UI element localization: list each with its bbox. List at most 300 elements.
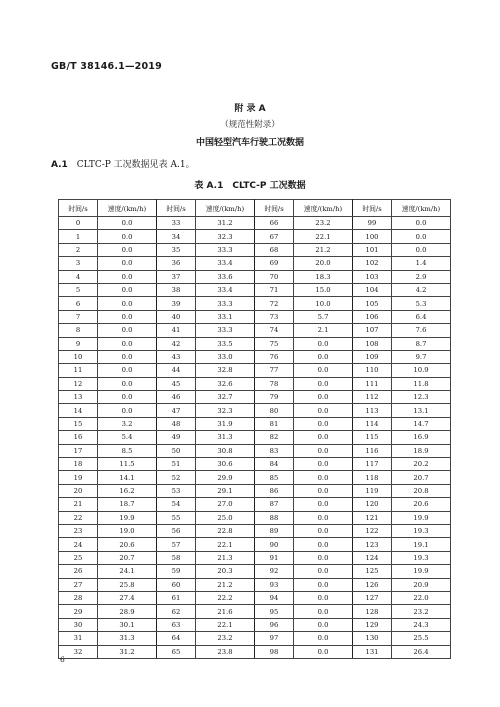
time-cell: 32 (59, 645, 98, 658)
speed-cell: 0.0 (98, 364, 157, 377)
time-cell: 84 (255, 458, 294, 471)
table-row (59, 618, 451, 631)
time-cell: 103 (353, 270, 392, 283)
time-cell: 67 (255, 230, 294, 243)
speed-cell: 33.3 (196, 324, 255, 337)
speed-cell: 0.0 (294, 404, 353, 417)
time-cell: 81 (255, 417, 294, 430)
speed-cell: 32.8 (196, 364, 255, 377)
column-header-time: 时间/s (157, 200, 196, 217)
time-cell: 118 (353, 471, 392, 484)
time-cell: 83 (255, 444, 294, 457)
time-cell: 31 (59, 632, 98, 645)
time-cell: 43 (157, 350, 196, 363)
table-row (59, 257, 451, 270)
time-cell: 21 (59, 498, 98, 511)
speed-cell: 11.5 (98, 458, 157, 471)
time-cell: 104 (353, 283, 392, 296)
speed-cell: 20.2 (392, 458, 451, 471)
table-row (59, 565, 451, 578)
time-cell: 108 (353, 337, 392, 350)
speed-cell: 33.0 (196, 350, 255, 363)
time-cell: 23 (59, 524, 98, 537)
time-cell: 74 (255, 324, 294, 337)
time-cell: 63 (157, 618, 196, 631)
time-cell: 113 (353, 404, 392, 417)
table-row (59, 551, 451, 564)
time-cell: 11 (59, 364, 98, 377)
speed-cell: 21.6 (196, 605, 255, 618)
time-cell: 1 (59, 230, 98, 243)
table-row (59, 498, 451, 511)
speed-cell: 21.3 (196, 551, 255, 564)
speed-cell: 26.4 (392, 645, 451, 658)
time-cell: 125 (353, 565, 392, 578)
speed-cell: 6.4 (392, 310, 451, 323)
time-cell: 54 (157, 498, 196, 511)
time-cell: 73 (255, 310, 294, 323)
speed-cell: 19.1 (392, 538, 451, 551)
time-cell: 13 (59, 391, 98, 404)
time-cell: 47 (157, 404, 196, 417)
table-row (59, 391, 451, 404)
speed-cell: 25.8 (98, 578, 157, 591)
clause-text: CLTC-P 工况数据见表 A.1。 (76, 160, 195, 170)
speed-cell: 0.0 (294, 591, 353, 604)
speed-cell: 33.1 (196, 310, 255, 323)
standard-code: GB/T 38146.1—2019 (51, 61, 162, 72)
speed-cell: 31.3 (98, 632, 157, 645)
table-row (59, 337, 451, 350)
time-cell: 101 (353, 243, 392, 256)
table-row (59, 350, 451, 363)
time-cell: 98 (255, 645, 294, 658)
table-header-row (59, 200, 451, 217)
speed-cell: 15.0 (294, 283, 353, 296)
speed-cell: 21.2 (294, 243, 353, 256)
time-cell: 126 (353, 578, 392, 591)
time-cell: 34 (157, 230, 196, 243)
speed-cell: 0.0 (294, 431, 353, 444)
table-row (59, 632, 451, 645)
speed-cell: 20.6 (392, 498, 451, 511)
speed-cell: 18.3 (294, 270, 353, 283)
column-header-time: 时间/s (59, 200, 98, 217)
speed-cell: 10.9 (392, 364, 451, 377)
table-row (59, 578, 451, 591)
table-row (59, 431, 451, 444)
speed-cell: 3.2 (98, 417, 157, 430)
speed-cell: 24.3 (392, 618, 451, 631)
time-cell: 7 (59, 310, 98, 323)
time-cell: 25 (59, 551, 98, 564)
speed-cell: 0.0 (294, 578, 353, 591)
time-cell: 119 (353, 484, 392, 497)
time-cell: 70 (255, 270, 294, 283)
speed-cell: 33.5 (196, 337, 255, 350)
speed-cell: 0.0 (294, 391, 353, 404)
speed-cell: 20.0 (294, 257, 353, 270)
speed-cell: 0.0 (98, 350, 157, 363)
speed-cell: 2.1 (294, 324, 353, 337)
time-cell: 131 (353, 645, 392, 658)
speed-cell: 19.3 (392, 524, 451, 537)
time-cell: 111 (353, 377, 392, 390)
time-cell: 30 (59, 618, 98, 631)
time-cell: 35 (157, 243, 196, 256)
speed-cell: 24.1 (98, 565, 157, 578)
time-cell: 53 (157, 484, 196, 497)
time-cell: 22 (59, 511, 98, 524)
time-cell: 48 (157, 417, 196, 430)
time-cell: 60 (157, 578, 196, 591)
table-row (59, 217, 451, 230)
time-cell: 130 (353, 632, 392, 645)
time-cell: 57 (157, 538, 196, 551)
speed-cell: 0.0 (294, 524, 353, 537)
time-cell: 117 (353, 458, 392, 471)
speed-cell: 27.4 (98, 591, 157, 604)
speed-cell: 33.3 (196, 243, 255, 256)
speed-cell: 0.0 (294, 511, 353, 524)
speed-cell: 0.0 (294, 645, 353, 658)
speed-cell: 10.0 (294, 297, 353, 310)
time-cell: 79 (255, 391, 294, 404)
time-cell: 41 (157, 324, 196, 337)
speed-cell: 0.0 (294, 538, 353, 551)
speed-cell: 13.1 (392, 404, 451, 417)
time-cell: 62 (157, 605, 196, 618)
time-cell: 45 (157, 377, 196, 390)
speed-cell: 19.0 (98, 524, 157, 537)
column-header-time: 时间/s (353, 200, 392, 217)
speed-cell: 0.0 (294, 618, 353, 631)
speed-cell: 16.2 (98, 484, 157, 497)
column-header-speed: 速度/(km/h) (392, 200, 451, 217)
table-row (59, 591, 451, 604)
table-row (59, 364, 451, 377)
table-row (59, 324, 451, 337)
speed-cell: 0.0 (294, 632, 353, 645)
speed-cell: 0.0 (98, 404, 157, 417)
table-row (59, 645, 451, 658)
time-cell: 82 (255, 431, 294, 444)
speed-cell: 27.0 (196, 498, 255, 511)
speed-cell: 0.0 (98, 337, 157, 350)
time-cell: 68 (255, 243, 294, 256)
time-cell: 124 (353, 551, 392, 564)
time-cell: 72 (255, 297, 294, 310)
speed-cell: 22.8 (196, 524, 255, 537)
speed-cell: 5.4 (98, 431, 157, 444)
speed-cell: 14.1 (98, 471, 157, 484)
time-cell: 97 (255, 632, 294, 645)
table-row (59, 458, 451, 471)
speed-cell: 22.2 (196, 591, 255, 604)
speed-cell: 0.0 (294, 471, 353, 484)
time-cell: 64 (157, 632, 196, 645)
time-cell: 122 (353, 524, 392, 537)
cltc-p-data-table (58, 199, 451, 659)
table-row (59, 377, 451, 390)
time-cell: 114 (353, 417, 392, 430)
speed-cell: 32.3 (196, 404, 255, 417)
speed-cell: 12.3 (392, 391, 451, 404)
speed-cell: 32.6 (196, 377, 255, 390)
speed-cell: 25.0 (196, 511, 255, 524)
speed-cell: 11.8 (392, 377, 451, 390)
time-cell: 123 (353, 538, 392, 551)
speed-cell: 23.2 (392, 605, 451, 618)
speed-cell: 9.7 (392, 350, 451, 363)
speed-cell: 23.8 (196, 645, 255, 658)
time-cell: 44 (157, 364, 196, 377)
speed-cell: 0.0 (392, 217, 451, 230)
speed-cell: 31.2 (196, 217, 255, 230)
speed-cell: 0.0 (98, 230, 157, 243)
time-cell: 4 (59, 270, 98, 283)
speed-cell: 32.3 (196, 230, 255, 243)
time-cell: 58 (157, 551, 196, 564)
time-cell: 65 (157, 645, 196, 658)
time-cell: 24 (59, 538, 98, 551)
time-cell: 85 (255, 471, 294, 484)
speed-cell: 0.0 (98, 257, 157, 270)
table-row (59, 310, 451, 323)
column-header-speed: 速度/(km/h) (294, 200, 353, 217)
speed-cell: 8.7 (392, 337, 451, 350)
time-cell: 127 (353, 591, 392, 604)
speed-cell: 20.9 (392, 578, 451, 591)
speed-cell: 20.3 (196, 565, 255, 578)
time-cell: 121 (353, 511, 392, 524)
table-row (59, 417, 451, 430)
time-cell: 3 (59, 257, 98, 270)
time-cell: 9 (59, 337, 98, 350)
time-cell: 105 (353, 297, 392, 310)
table-row (59, 270, 451, 283)
speed-cell: 0.0 (98, 297, 157, 310)
speed-cell: 8.5 (98, 444, 157, 457)
speed-cell: 0.0 (294, 458, 353, 471)
speed-cell: 21.2 (196, 578, 255, 591)
clause-number: A.1 (51, 160, 68, 170)
speed-cell: 20.8 (392, 484, 451, 497)
speed-cell: 0.0 (98, 270, 157, 283)
table-row (59, 444, 451, 457)
time-cell: 38 (157, 283, 196, 296)
speed-cell: 32.7 (196, 391, 255, 404)
speed-cell: 4.2 (392, 283, 451, 296)
time-cell: 106 (353, 310, 392, 323)
time-cell: 71 (255, 283, 294, 296)
time-cell: 129 (353, 618, 392, 631)
speed-cell: 22.1 (196, 618, 255, 631)
speed-cell: 7.6 (392, 324, 451, 337)
table-row (59, 471, 451, 484)
speed-cell: 0.0 (294, 364, 353, 377)
table-row (59, 511, 451, 524)
speed-cell: 31.2 (98, 645, 157, 658)
speed-cell: 0.0 (294, 551, 353, 564)
appendix-type: （规范性附录） (220, 120, 280, 130)
time-cell: 80 (255, 404, 294, 417)
speed-cell: 31.9 (196, 417, 255, 430)
time-cell: 49 (157, 431, 196, 444)
time-cell: 27 (59, 578, 98, 591)
speed-cell: 19.3 (392, 551, 451, 564)
time-cell: 29 (59, 605, 98, 618)
time-cell: 75 (255, 337, 294, 350)
speed-cell: 0.0 (392, 243, 451, 256)
time-cell: 92 (255, 565, 294, 578)
speed-cell: 30.8 (196, 444, 255, 457)
time-cell: 5 (59, 283, 98, 296)
time-cell: 17 (59, 444, 98, 457)
time-cell: 110 (353, 364, 392, 377)
speed-cell: 22.1 (196, 538, 255, 551)
time-cell: 88 (255, 511, 294, 524)
table-row (59, 605, 451, 618)
time-cell: 91 (255, 551, 294, 564)
column-header-speed: 速度/(km/h) (196, 200, 255, 217)
speed-cell: 18.9 (392, 444, 451, 457)
speed-cell: 23.2 (294, 217, 353, 230)
speed-cell: 29.1 (196, 484, 255, 497)
time-cell: 2 (59, 243, 98, 256)
time-cell: 66 (255, 217, 294, 230)
speed-cell: 0.0 (294, 417, 353, 430)
column-header-speed: 速度/(km/h) (98, 200, 157, 217)
time-cell: 14 (59, 404, 98, 417)
table-row (59, 538, 451, 551)
column-header-time: 时间/s (255, 200, 294, 217)
speed-cell: 0.0 (294, 444, 353, 457)
speed-cell: 19.9 (392, 565, 451, 578)
time-cell: 50 (157, 444, 196, 457)
speed-cell: 0.0 (98, 377, 157, 390)
time-cell: 20 (59, 484, 98, 497)
time-cell: 89 (255, 524, 294, 537)
speed-cell: 0.0 (294, 350, 353, 363)
time-cell: 16 (59, 431, 98, 444)
speed-cell: 0.0 (98, 283, 157, 296)
time-cell: 37 (157, 270, 196, 283)
time-cell: 52 (157, 471, 196, 484)
speed-cell: 0.0 (294, 605, 353, 618)
time-cell: 56 (157, 524, 196, 537)
time-cell: 128 (353, 605, 392, 618)
time-cell: 78 (255, 377, 294, 390)
table-row (59, 404, 451, 417)
speed-cell: 0.0 (98, 310, 157, 323)
time-cell: 69 (255, 257, 294, 270)
table-row (59, 243, 451, 256)
speed-cell: 0.0 (98, 391, 157, 404)
time-cell: 77 (255, 364, 294, 377)
speed-cell: 20.7 (392, 471, 451, 484)
time-cell: 93 (255, 578, 294, 591)
speed-cell: 0.0 (294, 565, 353, 578)
time-cell: 109 (353, 350, 392, 363)
time-cell: 96 (255, 618, 294, 631)
table-row (59, 230, 451, 243)
table-row (59, 524, 451, 537)
speed-cell: 22.0 (392, 591, 451, 604)
speed-cell: 33.4 (196, 283, 255, 296)
time-cell: 99 (353, 217, 392, 230)
speed-cell: 5.3 (392, 297, 451, 310)
time-cell: 26 (59, 565, 98, 578)
time-cell: 102 (353, 257, 392, 270)
speed-cell: 2.9 (392, 270, 451, 283)
speed-cell: 33.6 (196, 270, 255, 283)
time-cell: 6 (59, 297, 98, 310)
table-row (59, 297, 451, 310)
speed-cell: 0.0 (98, 324, 157, 337)
table-row (59, 283, 451, 296)
time-cell: 0 (59, 217, 98, 230)
speed-cell: 20.7 (98, 551, 157, 564)
time-cell: 61 (157, 591, 196, 604)
speed-cell: 0.0 (294, 484, 353, 497)
speed-cell: 19.9 (98, 511, 157, 524)
time-cell: 55 (157, 511, 196, 524)
time-cell: 95 (255, 605, 294, 618)
table-row (59, 484, 451, 497)
speed-cell: 28.9 (98, 605, 157, 618)
time-cell: 115 (353, 431, 392, 444)
speed-cell: 18.7 (98, 498, 157, 511)
time-cell: 100 (353, 230, 392, 243)
time-cell: 15 (59, 417, 98, 430)
speed-cell: 33.3 (196, 297, 255, 310)
speed-cell: 0.0 (98, 217, 157, 230)
appendix-name: 中国轻型汽车行驶工况数据 (195, 138, 304, 148)
time-cell: 36 (157, 257, 196, 270)
time-cell: 46 (157, 391, 196, 404)
speed-cell: 0.0 (98, 243, 157, 256)
page-number: 6 (60, 655, 65, 664)
speed-cell: 31.3 (196, 431, 255, 444)
time-cell: 40 (157, 310, 196, 323)
appendix-title: 附 录 A (234, 104, 266, 114)
time-cell: 86 (255, 484, 294, 497)
time-cell: 33 (157, 217, 196, 230)
time-cell: 116 (353, 444, 392, 457)
time-cell: 94 (255, 591, 294, 604)
time-cell: 19 (59, 471, 98, 484)
speed-cell: 22.1 (294, 230, 353, 243)
speed-cell: 0.0 (294, 377, 353, 390)
time-cell: 120 (353, 498, 392, 511)
table-caption: 表 A.1 CLTC-P 工况数据 (194, 181, 306, 191)
time-cell: 42 (157, 337, 196, 350)
speed-cell: 30.6 (196, 458, 255, 471)
speed-cell: 29.9 (196, 471, 255, 484)
time-cell: 76 (255, 350, 294, 363)
time-cell: 28 (59, 591, 98, 604)
time-cell: 107 (353, 324, 392, 337)
speed-cell: 5.7 (294, 310, 353, 323)
time-cell: 90 (255, 538, 294, 551)
speed-cell: 1.4 (392, 257, 451, 270)
speed-cell: 23.2 (196, 632, 255, 645)
speed-cell: 16.9 (392, 431, 451, 444)
speed-cell: 0.0 (294, 498, 353, 511)
time-cell: 12 (59, 377, 98, 390)
time-cell: 39 (157, 297, 196, 310)
